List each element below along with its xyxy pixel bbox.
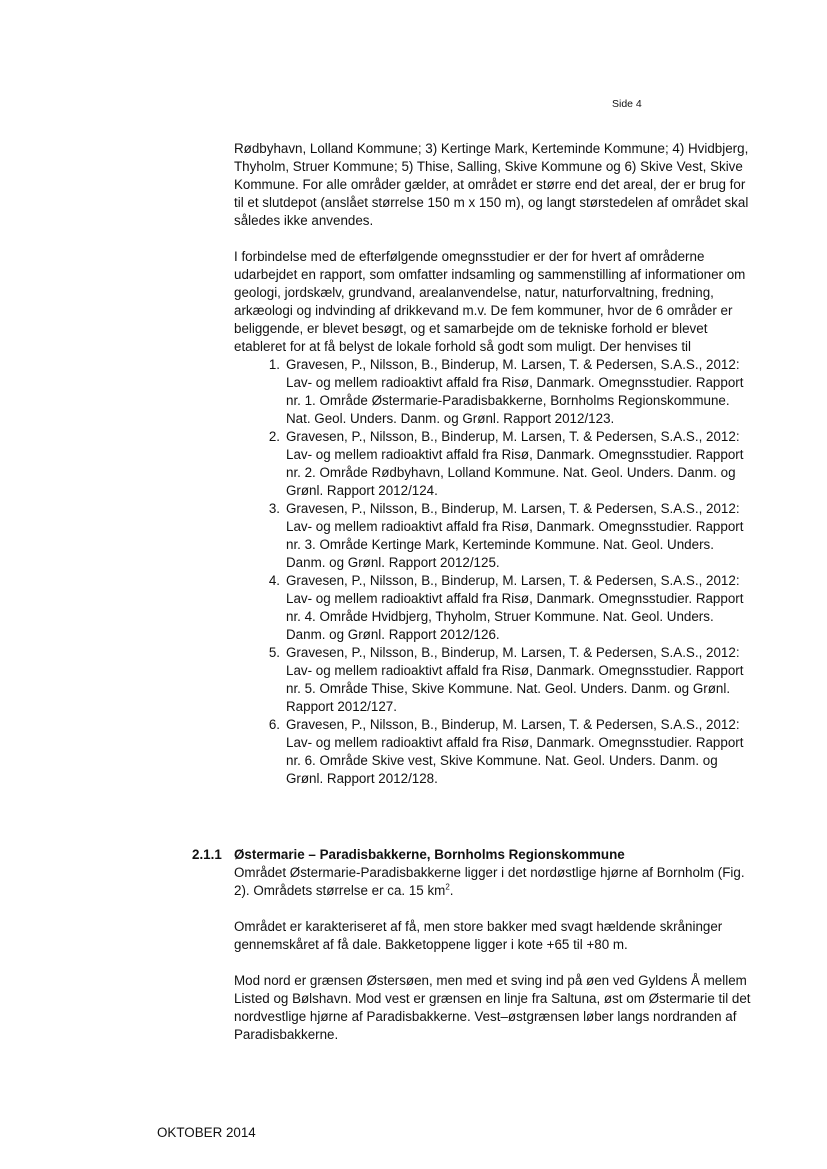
section-heading [192,846,754,864]
section-paragraph-1-end: . [449,883,454,898]
section-title: Østermarie – Paradisbakkerne, Bornholms Regionskommune [234,847,625,862]
section-number: 2.1.1 [192,847,222,862]
reference-text: Gravesen, P., Nilsson, B., Binderup, M. Larsen, T. & Pedersen, S.A.S., 2012: Lav- og mellem radioaktivt affald fra Risø, Danmark. Omegnsstudier. Rapport nr. 5. Område Thise, Skive Kommune. Nat. Geol. Unders. Danm. og Grønl. Rapport 2012/127. [286,645,744,714]
footer-date: OKTOBER 2014 [157,1125,256,1140]
reference-number: 2. [268,429,280,444]
section-paragraph-3: Mod nord er grænsen Østersøen, men med et sving ind på øen ved Gyldens Å mellem Listed og Bølshavn. Mod vest er grænsen en linje fra Saltuna, øst om Østermarie til det nordvestlige hjørne af Paradisbakkerne. Vest–østgrænsen løber langs nordranden af Paradisbakkerne. [234,973,751,1042]
second-paragraph: I forbindelse med de efterfølgende omegnsstudier er der for hvert af områderne udarbejdet en rapport, som omfatter indsamling og sammenstilling af informationer om geologi, jordskælv, grundvand, arealanvendelse, natur, naturforvaltning, fredning, arkæologi og indvinding af drikkevand m.v. De fem kommuner, hvor de 6 områder er beliggende, er blevet besøgt, og et samarbejde om de tekniske forhold er blevet etableret for at få belyst de lokale forhold så godt som muligt. Der henvises til [234,249,746,354]
reference-item [234,644,754,716]
superscript: 2 [445,882,450,892]
reference-number: 6. [268,717,280,732]
section-paragraph-2: Området er karakteriseret af få, men store bakker med svagt hældende skråninger gennemskåret af få dale. Bakketoppene ligger i kote +65 til +80 m. [234,919,723,952]
section-paragraph-1 [234,864,754,900]
section-body [192,864,754,1044]
reference-text: Gravesen, P., Nilsson, B., Binderup, M. Larsen, T. & Pedersen, S.A.S., 2012: Lav- og mellem radioaktivt affald fra Risø, Danmark. Omegnsstudier. Rapport nr. 6. Område Skive vest, Skive Kommune. Nat. Geol. Unders. Danm. og Grønl. Rapport 2012/128. [286,717,744,786]
reference-number: 4. [268,573,280,588]
reference-number: 3. [268,501,280,516]
reference-item [234,716,754,788]
reference-item [234,572,754,644]
reference-number: 5. [268,645,280,660]
reference-text: Gravesen, P., Nilsson, B., Binderup, M. Larsen, T. & Pedersen, S.A.S., 2012: Lav- og mellem radioaktivt affald fra Risø, Danmark. Omegnsstudier. Rapport nr. 1. Område Østermarie-Paradisbakkerne, Bornholms Regionskommune. Nat. Geol. Unders. Danm. og Grønl. Rapport 2012/123. [286,357,744,426]
reference-text: Gravesen, P., Nilsson, B., Binderup, M. Larsen, T. & Pedersen, S.A.S., 2012: Lav- og mellem radioaktivt affald fra Risø, Danmark. Omegnsstudier. Rapport nr. 3. Område Kertinge Mark, Kerteminde Kommune. Nat. Geol. Unders. Danm. og Grønl. Rapport 2012/125. [286,501,744,570]
reference-list [234,356,754,788]
reference-item [234,500,754,572]
section-2-1-1 [192,846,754,1044]
page-number: Side 4 [612,98,642,110]
body-content [234,140,754,788]
reference-number: 1. [268,357,280,372]
reference-item [234,428,754,500]
intro-paragraph: Rødbyhavn, Lolland Kommune; 3) Kertinge Mark, Kerteminde Kommune; 4) Hvidbjerg, Thyholm, Struer Kommune; 5) Thise, Salling, Skive Kommune og 6) Skive Vest, Skive Kommune. For alle områder gælder, at området er større end det areal, der er brug for til et slutdepot (anslået størrelse 150 m x 150 m), og langt størstedelen af området skal således ikke anvendes. [234,141,749,228]
reference-text: Gravesen, P., Nilsson, B., Binderup, M. Larsen, T. & Pedersen, S.A.S., 2012: Lav- og mellem radioaktivt affald fra Risø, Danmark. Omegnsstudier. Rapport nr. 4. Område Hvidbjerg, Thyholm, Struer Kommune. Nat. Geol. Unders. Danm. og Grønl. Rapport 2012/126. [286,573,744,642]
section-paragraph-1-text: Området Østermarie-Paradisbakkerne ligger i det nordøstlige hjørne af Bornholm (Fig. 2). Områdets størrelse er ca. 15 km [234,865,745,898]
reference-text: Gravesen, P., Nilsson, B., Binderup, M. Larsen, T. & Pedersen, S.A.S., 2012: Lav- og mellem radioaktivt affald fra Risø, Danmark. Omegnsstudier. Rapport nr. 2. Område Rødbyhavn, Lolland Kommune. Nat. Geol. Unders. Danm. og Grønl. Rapport 2012/124. [286,429,744,498]
reference-item [234,356,754,428]
